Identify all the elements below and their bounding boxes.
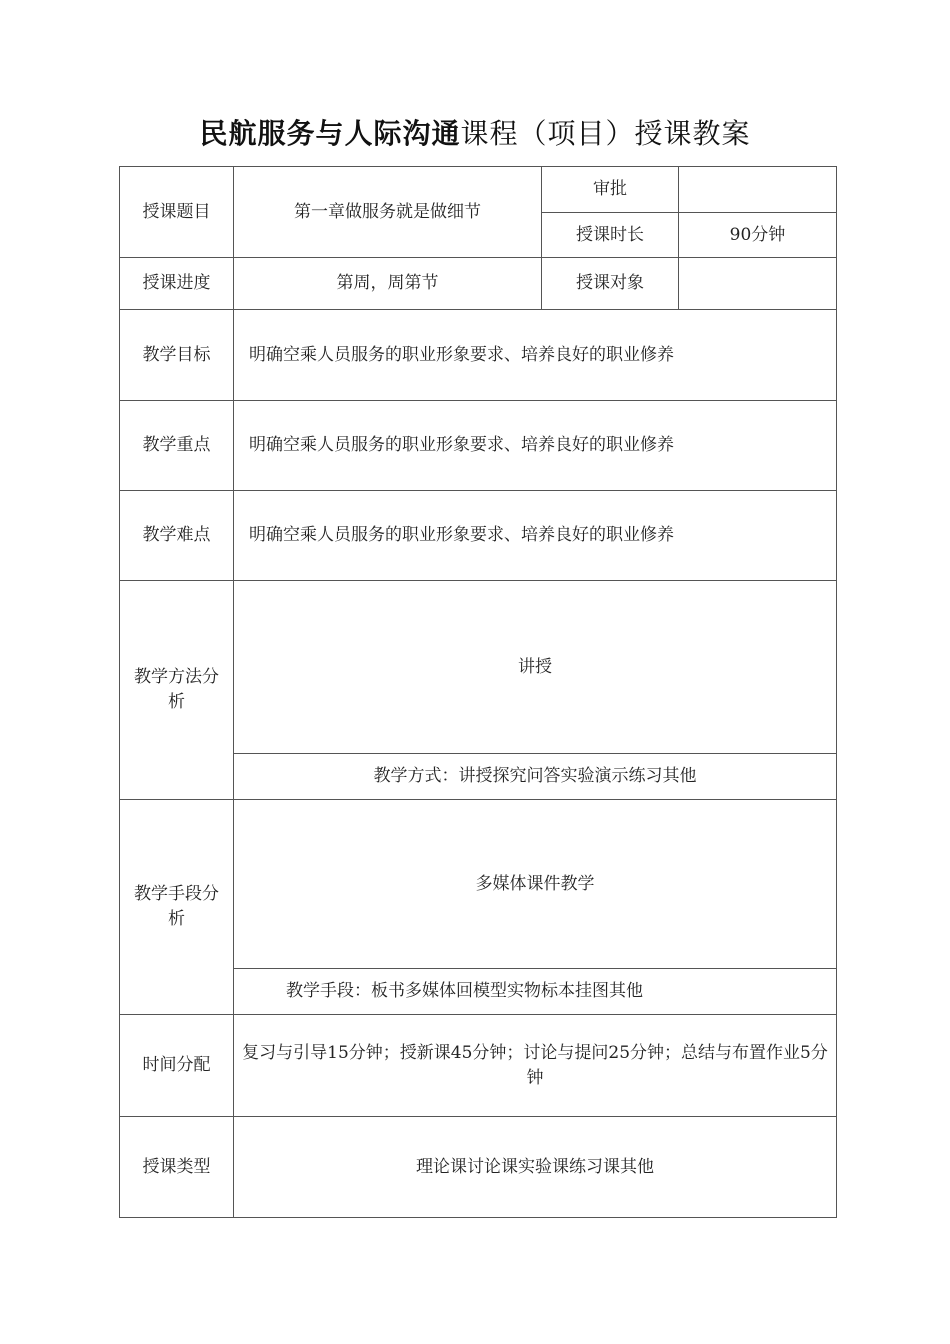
type-label: 授课类型 (120, 1117, 234, 1218)
time-label: 时间分配 (120, 1015, 234, 1117)
keypoint-value: 明确空乘人员服务的职业形象要求、培养良好的职业修养 (234, 401, 837, 491)
objective-value: 明确空乘人员服务的职业形象要求、培养良好的职业修养 (234, 310, 837, 401)
time-value: 复习与引导15分钟；授新课45分钟；讨论与提问25分钟；总结与布置作业5分钟 (234, 1015, 837, 1117)
approval-label: 审批 (542, 167, 679, 213)
topic-label: 授课题目 (120, 167, 234, 258)
keypoint-label: 教学重点 (120, 401, 234, 491)
difficulty-value: 明确空乘人员服务的职业形象要求、培养良好的职业修养 (234, 491, 837, 581)
method-value: 讲授 (234, 581, 837, 754)
duration-value: 90分钟 (679, 213, 837, 258)
means-value: 多媒体课件教学 (234, 800, 837, 969)
lesson-plan-table (119, 166, 837, 1218)
method-label: 教学方法分析 (120, 581, 234, 800)
topic-value: 第一章做服务就是做细节 (234, 167, 542, 258)
means-label: 教学手段分析 (120, 800, 234, 1015)
title-suffix: 课程（项目）授课教案 (460, 117, 751, 150)
page-title (0, 112, 950, 152)
title-course-name: 民航服务与人际沟通 (199, 117, 461, 150)
audience-value (679, 258, 837, 310)
duration-label: 授课时长 (542, 213, 679, 258)
means-options: 教学手段：板书多媒体回模型实物标本挂图其他 (234, 969, 837, 1015)
approval-value (679, 167, 837, 213)
progress-label: 授课进度 (120, 258, 234, 310)
method-options: 教学方式：讲授探究问答实验演示练习其他 (234, 754, 837, 800)
audience-label: 授课对象 (542, 258, 679, 310)
progress-value: 第周，周第节 (234, 258, 542, 310)
type-value: 理论课讨论课实验课练习课其他 (234, 1117, 837, 1218)
difficulty-label: 教学难点 (120, 491, 234, 581)
objective-label: 教学目标 (120, 310, 234, 401)
